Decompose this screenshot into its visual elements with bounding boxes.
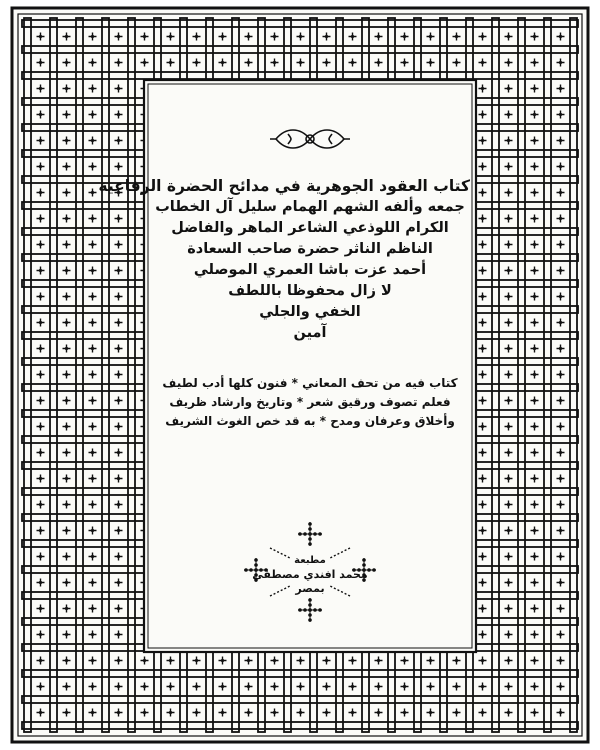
title-line: الخفي والجلي [259, 304, 361, 320]
text-panel [98, 86, 470, 646]
press-line: بمصر [295, 582, 325, 595]
title-line: الناظم الناثر حضرة صاحب السعادة [187, 241, 433, 257]
verse-line: فعلم تصوف ورقيق شعر * وتاريخ وارشاد ظريف [169, 395, 451, 409]
title-line: كتاب العقود الجوهرية في مدائح الحضرة الرفاعية [98, 177, 470, 195]
description-verses [150, 374, 470, 431]
amen-line: آمين [293, 325, 327, 341]
verse-line: كتاب فيه من تحف المعاني * فنون كلها أدب لطيف [162, 376, 458, 390]
author-name: أحمد عزت باشا العمري الموصلي [193, 262, 427, 278]
press-line: مطبعة [294, 555, 326, 566]
title-line: الكرام اللوذعي الشاعر الماهر والفاضل [171, 220, 449, 236]
book-title [98, 176, 470, 344]
press-line: محمد افندي مصطفى [252, 568, 368, 581]
title-line: لا زال محفوظا باللطف [228, 283, 392, 299]
floral-header-ornament-icon [268, 124, 352, 154]
title-line: جمعه وألفه الشهم الهمام سليل آل الخطاب [155, 199, 465, 215]
verse-line: وأخلاق وعرفان ومدح * به قد خص الغوث الشريف [165, 414, 455, 428]
press-imprint [150, 554, 470, 596]
title-page [10, 6, 590, 744]
